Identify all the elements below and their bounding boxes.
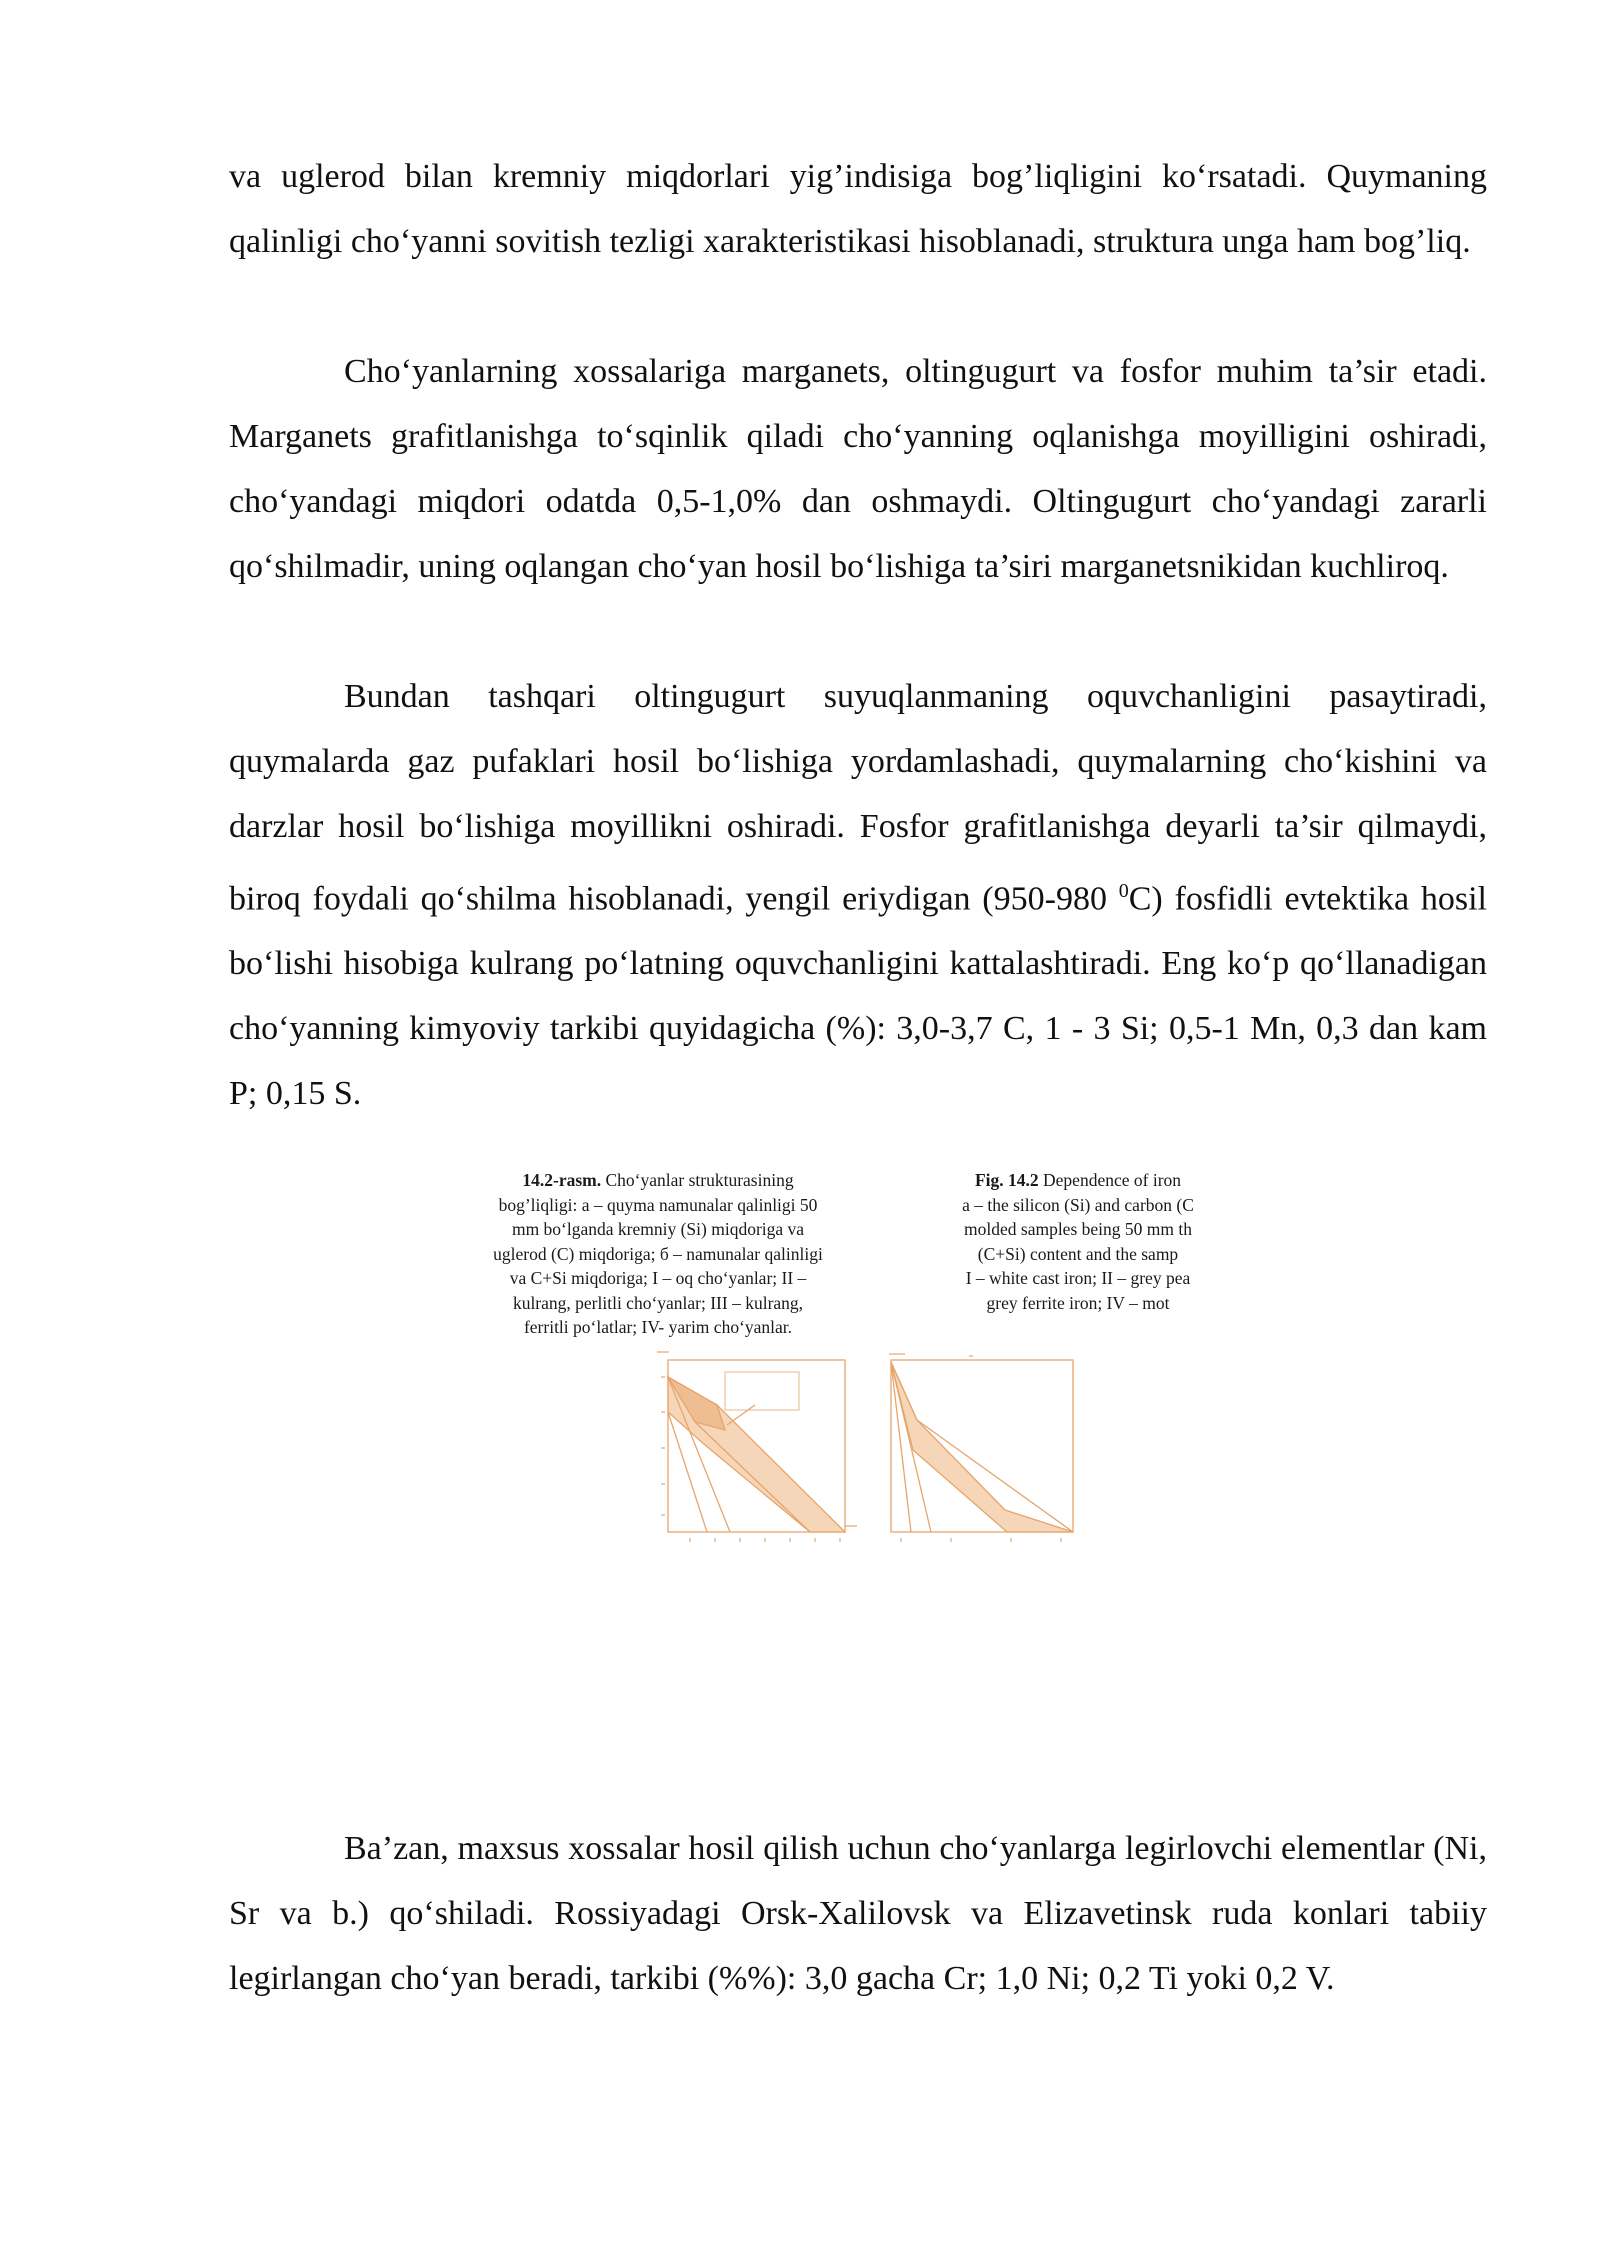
caption-en-line: Dependence of iron — [1038, 1170, 1182, 1190]
figure-captions — [458, 1168, 1194, 1348]
paragraph-1 — [229, 144, 1487, 274]
caption-uz-line: ferritli po‘latlar; IV- yarim cho‘yanlar. — [523, 1317, 793, 1337]
diagram-a — [668, 1360, 845, 1532]
caption-en-line: grey ferrite iron; IV – mot — [986, 1292, 1170, 1313]
paragraph-4 — [229, 1816, 1487, 2011]
degree-superscript: 0 — [1118, 880, 1129, 902]
diagram-b — [891, 1360, 1073, 1532]
caption-en-line: (C+Si) content and the samp — [977, 1243, 1179, 1264]
paragraph-3-text — [229, 664, 1487, 1126]
cast-iron-structure-diagram — [655, 1350, 1095, 1550]
paragraph-2-text: Cho‘yanlarning xossalariga marganets, oltingugurt va fosfor muhim ta’sir etadi. Marganets grafitlanishga to‘sqinlik qiladi cho‘yanning oqlanishga moyilligini oshiradi, cho‘yandagi miqdori odatda 0,5-1,0% dan oshmaydi. Oltingugurt cho‘yandagi zararli qo‘shilmadir, uning oqlangan cho‘yan hosil bo‘lishiga ta’siri marganetsnikidan kuchliroq. — [229, 353, 1487, 585]
diagram-a-boundary — [695, 1422, 810, 1532]
paragraph-3-part-2: C) fosfidli evtektika hosil bo‘lishi hisobiga kulrang po‘latning oquvchanligini kattalashtiradi. Eng ko‘p qo‘llanadigan cho‘yanning kimyoviy tarkibi quyidagicha (%): 3,0-3,7 C, 1 - 3 Si; 0,5-1 Mn, 0,3 dan kam P; 0,15 S. — [229, 880, 1487, 1113]
caption-uz-line: Cho‘yanlar strukturasining — [601, 1170, 794, 1190]
paragraph-2 — [229, 339, 1487, 599]
diagram-b-band — [891, 1362, 1073, 1532]
paragraph-3 — [229, 664, 1487, 1126]
diagram-a-legend-box — [725, 1372, 799, 1410]
figure-caption-english — [878, 1168, 1278, 1315]
caption-uz-line: mm bo‘lganda kremniy (Si) miqdoriga va — [511, 1219, 805, 1239]
figure-caption-uzbek — [458, 1168, 858, 1340]
paragraph-3-part-1: Bundan tashqari oltingugurt suyuqlanmaning oquvchanligini pasaytiradi, quymalarda gaz pufaklari hosil bo‘lishiga yordamlashadi, quymalarning cho‘kishini va darzlar hosil bo‘lishiga moyillikni oshiradi. Fosfor grafitlanishga deyarli ta’sir qilmaydi, biroq foydali qo‘shilma hisoblanadi, yengil eriydigan (950-980 — [229, 678, 1487, 918]
paragraph-4-text: Ba’zan, maxsus xossalar hosil qilish uchun cho‘yanlarga legirlovchi elementlar (Ni, Sr va b.) qo‘shiladi. Rossiyadagi Orsk-Xalilovsk va Elizavetinsk ruda konlari tabiiy legirlangan cho‘yan beradi, tarkibi (%%): 3,0 gacha Cr; 1,0 Ni; 0,2 Ti yoki 0,2 V. — [229, 1830, 1487, 1997]
caption-uz-line: uglerod (C) miqdoriga; б – namunalar qalinligi — [493, 1243, 823, 1264]
caption-en-line: a – the silicon (Si) and carbon (C — [962, 1194, 1194, 1215]
caption-uz-line: va C+Si miqdoriga; I – oq cho‘yanlar; II – — [509, 1268, 807, 1288]
caption-uz-line: bog’liqligi: a – quyma namunalar qalinligi 50 — [498, 1194, 818, 1215]
paragraph-1-text: va uglerod bilan kremniy miqdorlari yig’indisiga bog’liqligini ko‘rsatadi. Quymaning qalinligi cho‘yanni sovitish tezligi xarakteristikasi hisoblanadi, struktura unga ham bog’liq. — [229, 158, 1487, 260]
caption-en-line: I – white cast iron; II – grey pea — [965, 1268, 1191, 1288]
caption-en-line: molded samples being 50 mm th — [964, 1219, 1192, 1239]
caption-uz-line: kulrang, perlitli cho‘yanlar; III – kulrang, — [512, 1292, 804, 1313]
caption-en-title: Fig. 14.2 — [974, 1170, 1039, 1190]
caption-uz-title: 14.2-rasm. — [522, 1170, 602, 1190]
